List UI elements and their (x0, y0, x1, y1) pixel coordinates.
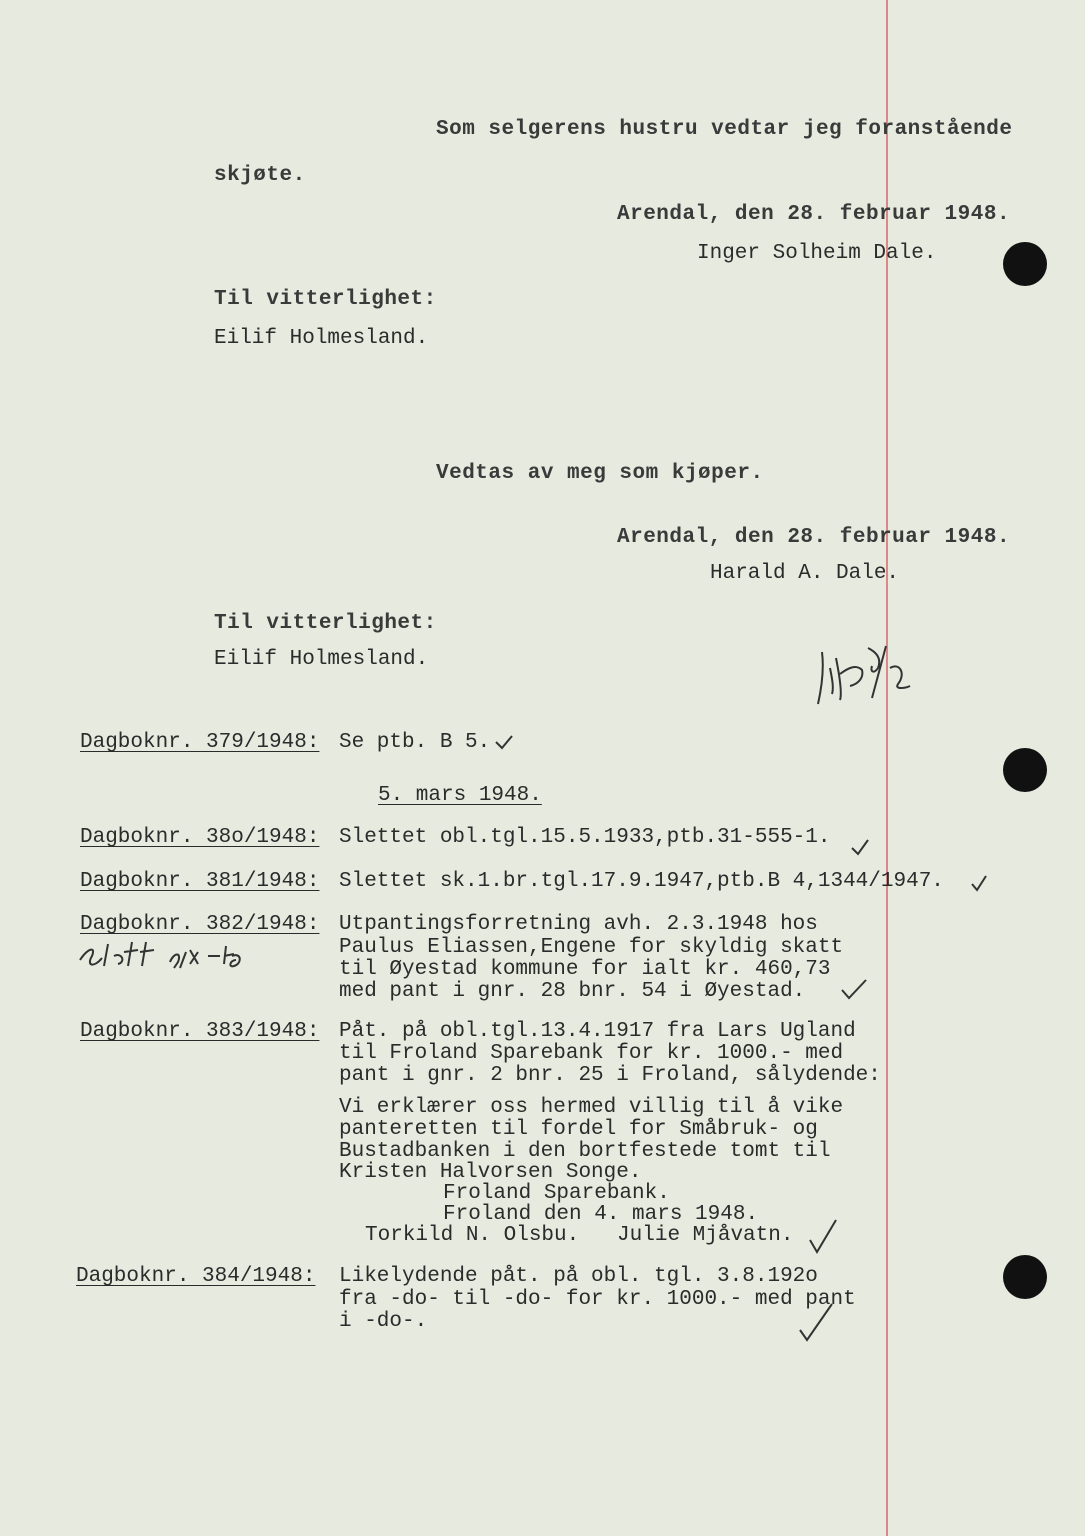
journal-number: Dagboknr. 381/1948: (80, 870, 320, 893)
signature-name: Inger Solheim Dale. (697, 242, 937, 265)
quoted-text: panteretten til fordel for Småbruk- og (339, 1118, 818, 1141)
entry-text: Slettet obl.tgl.15.5.1933,ptb.31-555-1. (339, 826, 831, 849)
signature-name: Harald A. Dale. (710, 562, 900, 585)
entry-text: Likelydende påt. på obl. tgl. 3.8.192o (339, 1265, 818, 1288)
entry-text: til Øyestad kommune for ialt kr. 460,73 (339, 958, 831, 981)
quoted-text: Torkild N. Olsbu. Julie Mjåvatn. (365, 1224, 794, 1247)
check-mark (840, 976, 868, 1002)
place-date: Arendal, den 28. februar 1948. (617, 203, 1011, 226)
entry-text: fra -do- til -do- for kr. 1000.- med pant (339, 1288, 856, 1311)
check-mark (798, 1300, 834, 1344)
check-mark (808, 1216, 838, 1256)
entry-text: Slettet sk.1.br.tgl.17.9.1947,ptb.B 4,1344/1947. (339, 870, 944, 893)
check-mark (494, 732, 514, 752)
entry-text: Se ptb. B 5. (339, 731, 491, 754)
entry-text: i -do-. (339, 1310, 428, 1333)
quoted-text: Bustadbanken i den bortfestede tomt til (339, 1140, 831, 1163)
journal-number: Dagboknr. 382/1948: (80, 913, 320, 936)
entry-date: 5. mars 1948. (378, 784, 542, 807)
witness-heading: Til vitterlighet: (214, 612, 437, 635)
witness-heading: Til vitterlighet: (214, 288, 437, 311)
check-mark (970, 872, 988, 894)
check-mark (850, 836, 870, 858)
witness-name: Eilif Holmesland. (214, 648, 429, 671)
quoted-text: Froland den 4. mars 1948. (443, 1203, 759, 1226)
punch-hole (1003, 748, 1047, 792)
witness-name: Eilif Holmesland. (214, 327, 429, 350)
punch-hole (1003, 1255, 1047, 1299)
margin-rule (886, 0, 888, 1536)
entry-text: med pant i gnr. 28 bnr. 54 i Øyestad. (339, 980, 806, 1003)
quoted-text: Vi erklærer oss hermed villig til å vike (339, 1096, 844, 1119)
handwritten-initials (810, 638, 920, 718)
entry-text: Paulus Eliassen,Engene for skyldig skatt (339, 936, 844, 959)
place-date: Arendal, den 28. februar 1948. (617, 526, 1011, 549)
deed-consent-line: Som selgerens hustru vedtar jeg foranstående (436, 118, 1013, 141)
journal-number: Dagboknr. 379/1948: (80, 731, 320, 754)
journal-number: Dagboknr. 383/1948: (80, 1020, 320, 1043)
deed-consent-line: skjøte. (214, 164, 306, 187)
punch-hole (1003, 242, 1047, 286)
quoted-text: Froland Sparebank. (443, 1182, 670, 1205)
entry-text: til Froland Sparebank for kr. 1000.- med (339, 1042, 844, 1065)
entry-text: Utpantingsforretning avh. 2.3.1948 hos (339, 913, 818, 936)
quoted-text: Kristen Halvorsen Songe. (339, 1161, 642, 1184)
buyer-acceptance: Vedtas av meg som kjøper. (436, 462, 764, 485)
handwritten-annotation (74, 938, 254, 974)
journal-number: Dagboknr. 38o/1948: (80, 826, 320, 849)
journal-number: Dagboknr. 384/1948: (76, 1265, 316, 1288)
entry-text: Påt. på obl.tgl.13.4.1917 fra Lars Ugland (339, 1020, 856, 1043)
entry-text: pant i gnr. 2 bnr. 25 i Froland, sålydende: (339, 1064, 881, 1087)
